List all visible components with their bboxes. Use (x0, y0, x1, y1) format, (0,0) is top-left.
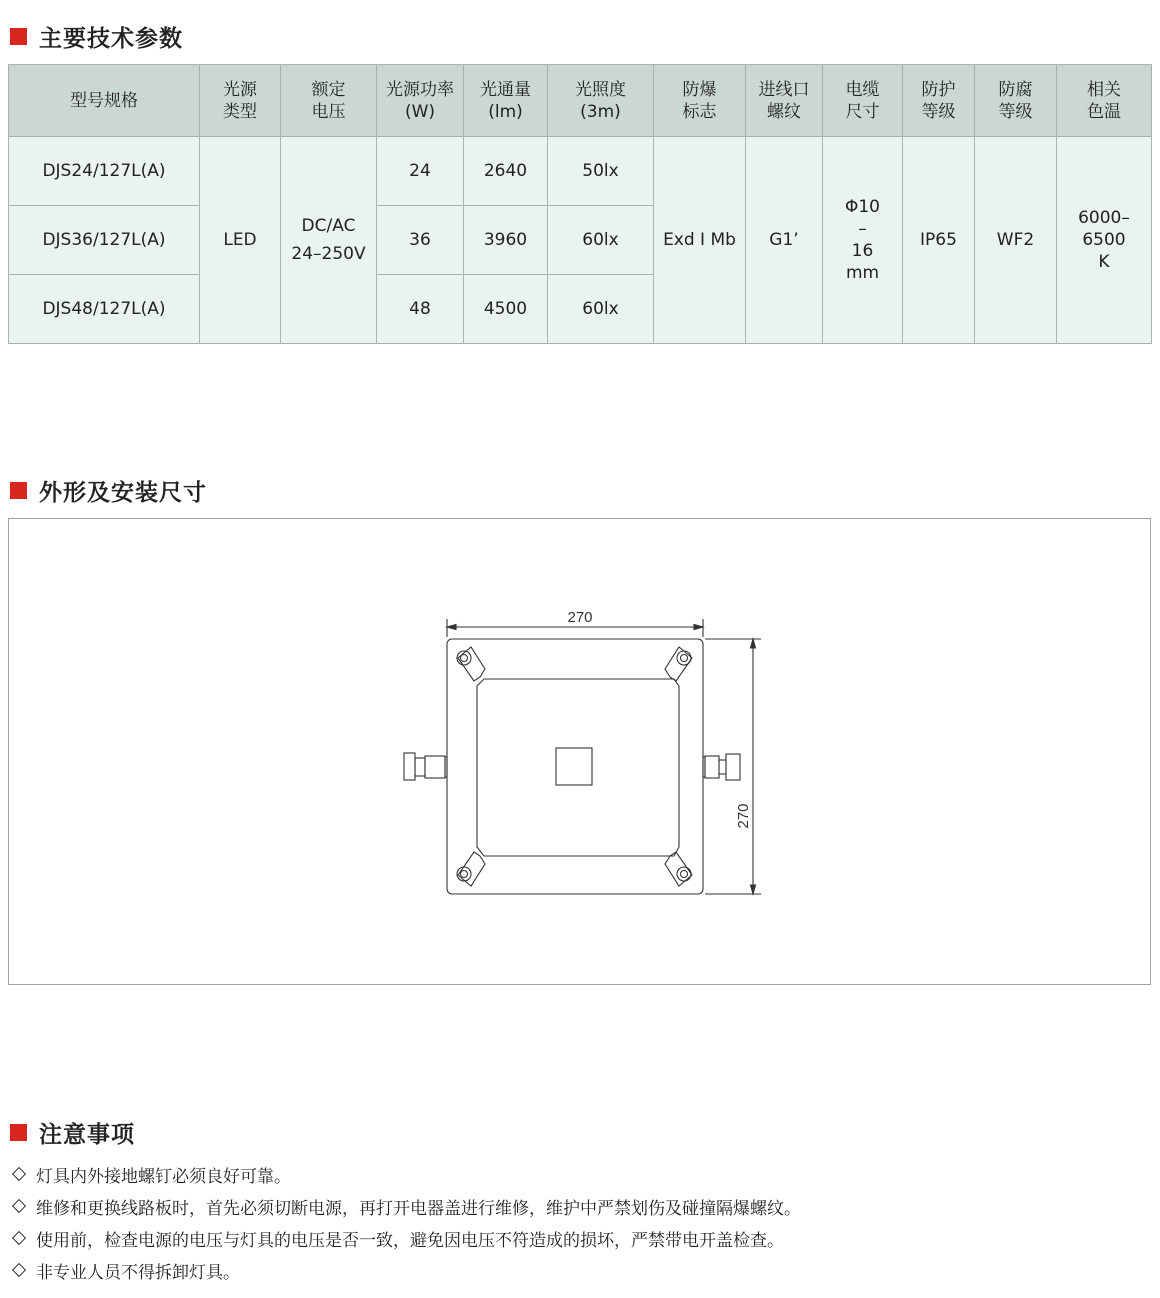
note-text: 灯具内外接地螺钉必须良好可靠。 (36, 1166, 291, 1187)
diamond-bullet-icon (12, 1263, 26, 1277)
notes-list (10, 1158, 801, 1286)
screw-icon (677, 867, 691, 881)
cell-power: 24 (377, 137, 464, 206)
cell-flux: 2640 (464, 137, 548, 206)
cell-anticorrosion: WF2 (975, 137, 1057, 344)
cell-ex-mark: Exd I Mb (654, 137, 746, 344)
section-title: 外形及安装尺寸 (39, 480, 207, 506)
header-ip: 防护 等级 (903, 65, 975, 137)
cell-cable: Φ10 – 16 mm (823, 137, 903, 344)
list-item (10, 1190, 801, 1222)
cell-model: DJS48/127L(A) (9, 275, 200, 344)
header-cable: 电缆 尺寸 (823, 65, 903, 137)
list-item (10, 1222, 801, 1254)
header-power: 光源功率 (W) (377, 65, 464, 137)
table-header-row (9, 65, 1152, 137)
section-title: 注意事项 (39, 1122, 135, 1148)
cell-cct: 6000– 6500 K (1057, 137, 1152, 344)
section-marker (10, 28, 27, 45)
section-header-specs (10, 20, 183, 53)
header-model: 型号规格 (9, 65, 200, 137)
header-anticorrosion: 防腐 等级 (975, 65, 1057, 137)
diamond-bullet-icon (12, 1231, 26, 1245)
list-item (10, 1254, 801, 1286)
housing-inner-frame (477, 679, 679, 856)
header-cct: 相关 色温 (1057, 65, 1152, 137)
dimension-line-height (705, 639, 761, 894)
cell-illuminance: 60lx (548, 275, 654, 344)
note-text: 使用前，检查电源的电压与灯具的电压是否一致，避免因电压不符造成的损坏，严禁带电开盖检查。 (36, 1230, 784, 1251)
spec-table (8, 64, 1152, 344)
width-dimension-label: 270 (567, 609, 593, 626)
diamond-bullet-icon (12, 1199, 26, 1213)
header-light-source: 光源 类型 (200, 65, 281, 137)
lamp-outline-drawing (9, 519, 1152, 986)
section-header-notes (10, 1116, 135, 1149)
center-window (556, 748, 592, 785)
section-header-dimensions (10, 474, 207, 507)
left-cable-gland (404, 753, 447, 780)
dimension-drawing-panel (8, 518, 1151, 985)
section-title: 主要技术参数 (39, 26, 183, 52)
list-item (10, 1158, 801, 1190)
header-voltage: 额定 电压 (281, 65, 377, 137)
header-thread: 进线口 螺纹 (746, 65, 823, 137)
section-marker (10, 1124, 27, 1141)
cell-voltage: DC/AC 24–250V (281, 137, 377, 344)
cell-illuminance: 50lx (548, 137, 654, 206)
header-ex-mark: 防爆 标志 (654, 65, 746, 137)
table-row (9, 137, 1152, 206)
note-text: 维修和更换线路板时，首先必须切断电源，再打开电器盖进行维修，维护中严禁划伤及碰撞隔爆螺纹。 (36, 1198, 801, 1219)
note-text: 非专业人员不得拆卸灯具。 (36, 1262, 240, 1283)
diamond-bullet-icon (12, 1167, 26, 1181)
header-illuminance: 光照度 (3m) (548, 65, 654, 137)
cell-model: DJS36/127L(A) (9, 206, 200, 275)
height-dimension-label: 270 (735, 803, 752, 829)
corner-bracket (458, 647, 485, 681)
cell-power: 36 (377, 206, 464, 275)
cell-light-source: LED (200, 137, 281, 344)
cell-flux: 4500 (464, 275, 548, 344)
cell-thread: G1’ (746, 137, 823, 344)
right-cable-gland (703, 754, 740, 780)
section-marker (10, 482, 27, 499)
header-flux: 光通量 (lm) (464, 65, 548, 137)
cell-power: 48 (377, 275, 464, 344)
cell-model: DJS24/127L(A) (9, 137, 200, 206)
cell-flux: 3960 (464, 206, 548, 275)
screw-icon (677, 651, 691, 665)
cell-illuminance: 60lx (548, 206, 654, 275)
cell-ip: IP65 (903, 137, 975, 344)
